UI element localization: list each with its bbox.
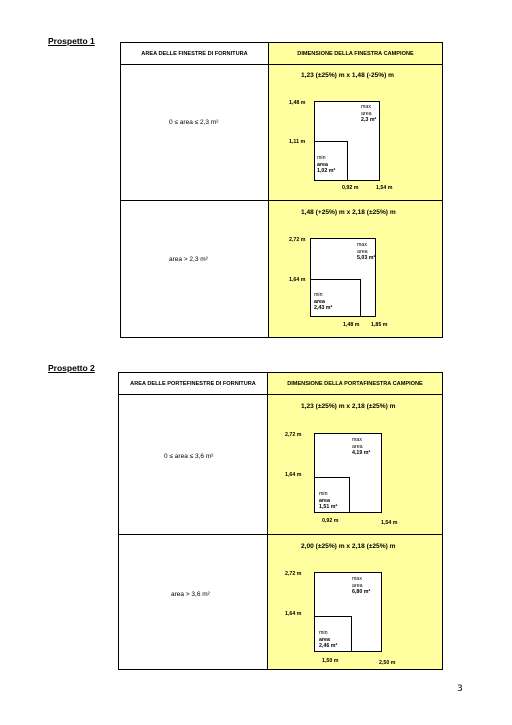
min-width-label: 1,48 m	[343, 322, 360, 328]
max-height-label: 1,48 m	[289, 100, 306, 106]
min-width-label: 0,92 m	[342, 185, 359, 191]
max-height-label: 2,72 m	[285, 571, 302, 577]
header-area: AREA DELLE PORTEFINESTRE DI FORNITURA	[119, 373, 268, 394]
prospetto-2-title: Prospetto 2	[48, 363, 95, 373]
row-divider	[119, 534, 442, 535]
header-divider	[121, 64, 442, 65]
min-area-text: min area 2,46 m²	[319, 630, 338, 650]
row-dimension: 1,23 (±25%) m x 1,48 (-25%) m	[301, 72, 395, 79]
min-height-label: 1,64 m	[289, 277, 306, 283]
max-area-text: max area 4,19 m²	[352, 437, 371, 457]
max-height-label: 2,72 m	[289, 237, 306, 243]
row-condition: area > 2,3 m²	[169, 256, 208, 263]
prospetto-1-table	[120, 42, 443, 338]
column-divider	[267, 394, 268, 669]
min-height-label: 1,11 m	[289, 139, 306, 145]
row-dimension: 1,23 (±25%) m x 2,18 (±25%) m	[301, 403, 396, 410]
prospetto-1-title: Prospetto 1	[48, 36, 95, 46]
page-number: 3	[457, 684, 463, 694]
max-height-label: 2,72 m	[285, 432, 302, 438]
max-area-text: max area 2,3 m²	[361, 104, 377, 124]
min-area-text: min area 2,43 m²	[314, 292, 333, 312]
header-divider	[119, 394, 442, 395]
max-width-label: 1,54 m	[376, 185, 393, 191]
header-dimension: DIMENSIONE DELLA PORTAFINESTRA CAMPIONE	[268, 373, 442, 394]
header-dimension: DIMENSIONE DELLA FINESTRA CAMPIONE	[269, 43, 442, 64]
row-divider	[121, 200, 442, 201]
header-area: AREA DELLE FINESTRE DI FORNITURA	[121, 43, 269, 64]
row-condition: 0 ≤ area ≤ 2,3 m²	[169, 119, 219, 126]
min-area-text: min area 1,02 m²	[317, 155, 336, 175]
max-width-label: 1,85 m	[371, 322, 388, 328]
row-condition: area > 3,6 m²	[171, 591, 210, 598]
prospetto-2-table	[118, 372, 443, 670]
row-dimension: 2,00 (±25%) m x 2,18 (±25%) m	[301, 543, 396, 550]
max-area-text: max area 5,03 m²	[357, 242, 376, 262]
min-width-label: 0,92 m	[322, 518, 339, 524]
min-height-label: 1,64 m	[285, 472, 302, 478]
max-area-text: max area 6,80 m²	[352, 576, 371, 596]
min-width-label: 1,50 m	[322, 658, 339, 664]
row-dimension: 1,48 (+25%) m x 2,18 (±25%) m	[301, 209, 396, 216]
row-condition: 0 ≤ area ≤ 3,6 m²	[164, 453, 214, 460]
max-width-label: 1,54 m	[381, 520, 398, 526]
max-width-label: 2,50 m	[379, 660, 396, 666]
min-height-label: 1,64 m	[285, 611, 302, 617]
min-area-text: min area 1,51 m²	[319, 491, 338, 511]
